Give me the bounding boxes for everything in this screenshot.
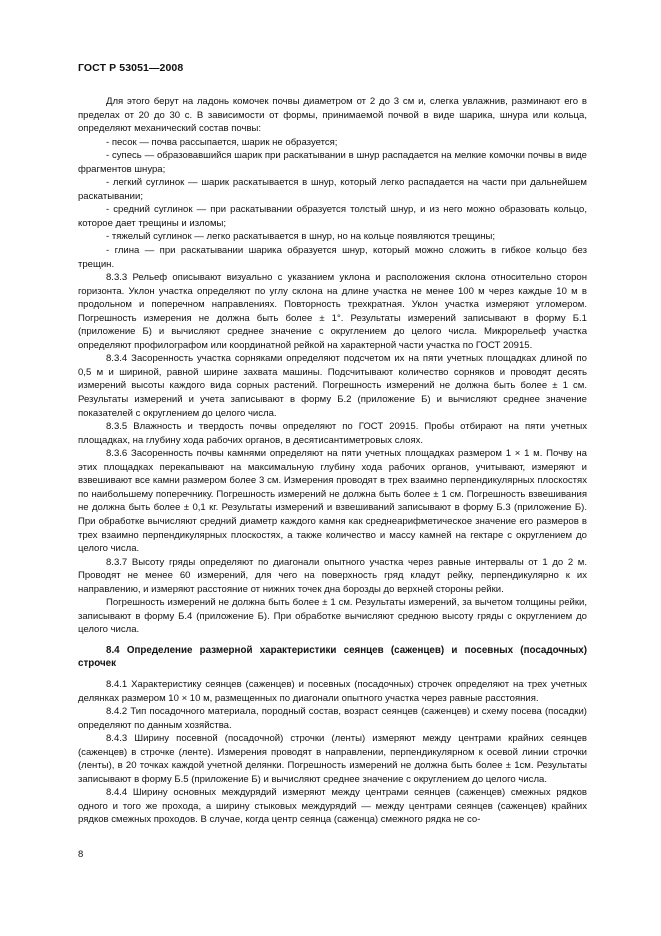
paragraph-8-4-4: 8.4.4 Ширину основных междурядий измеряют между центрами сеянцев (саженцев) смежных рядков одного и того же прохода, а ширину стыковых междурядий — между центрами сеянцев (саженцев) крайних рядков смежных проходов. В случае, когда центр сеянца (саженца) смежного рядка не со-	[78, 787, 587, 826]
paragraph-8-3-7-cont: Погрешность измерений не должна быть более ± 1 см. Результаты измерений, за вычетом толщины рейки, записывают в форму Б.4 (приложение Б). При обработке вычисляют среднюю высоту гряды с округлением до целого числа.	[78, 597, 587, 636]
paragraph-8-3-3: 8.3.3 Рельеф описывают визуально с указанием уклона и расположения склона относительно сторон горизонта. Уклон участка определяют по углу склона на длине участка не менее 100 м через каждые 10 м в продольном и поперечном направлениях. Повторность трехкратная. Уклон участка измеряют угломером. Погрешность измерения не должна быть более ± 1°. Результаты измерений записывают в форму Б.1 (приложение Б) и вычисляют среднее значение с округлением до целого числа. Микрорельеф участка определяют профилографом или координатной рейкой на характерной части участка по ГОСТ 20915.	[78, 272, 587, 351]
list-item-light-loam: - легкий суглинок — шарик раскатывается в шнур, который легко распадается на части при дальнейшем раскатывании;	[78, 177, 587, 202]
page-number: 8	[78, 849, 84, 860]
paragraph-8-3-6: 8.3.6 Засоренность почвы камнями определяют на пяти учетных площадках размером 1 × 1 м. Почву на этих площадках перекапывают на максимальную глубину хода рабочих органов, учитывают, измеряют и взвешивают все камни размером более 3 см. Измерения проводят в трех взаимно перпендикулярных плоскостях по наибольшему поперечнику. Погрешность измерений не должна быть более ± 1 см. Погрешность взвешивания не должна быть более ± 0,1 кг. Результаты измерений и взвешиваний записывают в форму Б.3 (приложение Б). При обработке вычисляют средний диаметр каждого камня как среднеарифметическое значение его размеров в трех взаимно перпендикулярных плоскостях, а также количество и массу камней на гектаре с округлением до целого числа.	[78, 448, 587, 555]
paragraph-intro: Для этого берут на ладонь комочек почвы диаметром от 2 до 3 см и, слегка увлажнив, разминают его в пределах от 20 до 30 с. В зависимости от формы, принимаемой почвой в виде шарика, шнура или кольца, определяют механический состав почвы:	[78, 96, 587, 135]
list-item-heavy-loam: - тяжелый суглинок — легко раскатывается в шнур, но на кольце появляются трещины;	[106, 231, 496, 243]
document-header: ГОСТ Р 53051—2008	[78, 62, 184, 74]
paragraph-8-4-2: 8.4.2 Тип посадочного материала, породный состав, возраст сеянцев (саженцев) и схему посева (посадки) определяют по данным хозяйства.	[78, 706, 587, 731]
paragraph-8-4-3: 8.4.3 Ширину посевной (посадочной) строчки (ленты) измеряют между центрами крайних сеянцев (саженцев) в строчке (ленте). Измерения проводят в направлении, перпендикулярном к осевой линии строчки (ленты), в 20 точках каждой учетной делянки. Погрешность измерений не должна быть более ± 1см. Результаты записывают в форму Б.5 (приложение Б) и вычисляют среднее значение с округлением до целого числа.	[78, 733, 587, 785]
paragraph-8-3-7: 8.3.7 Высоту гряды определяют по диагонали опытного участка через равные интервалы от 1 до 2 м. Проводят не менее 60 измерений, для чего на поверхность гряд кладут рейку, перпендикулярно к их направлению, и измеряют расстояние от нижних точек дна борозды до верхней стороны рейки.	[78, 556, 587, 595]
paragraph-8-4-1: 8.4.1 Характеристику сеянцев (саженцев) и посевных (посадочных) строчек определяют на трех учетных делянках размером 10 × 10 м, размещенных по диагонали опытного участка через равные расстояния.	[78, 678, 587, 704]
paragraph-8-3-4: 8.3.4 Засоренность участка сорняками определяют подсчетом их на пяти учетных площадках длиной по 0,5 м и шириной, равной ширине захвата машины. Подсчитывают количество сорняков и проводят десять измерений высоты каждого вида сорных растений. Погрешность измерений не должна быть более ± 1 см. Результаты измерений и учета записывают в форму Б.2 (приложение Б) и вычисляют среднее значение показателей с округлением до целого числа.	[78, 353, 587, 419]
list-item-sand: - песок — почва рассыпается, шарик не образуется;	[106, 136, 338, 148]
section-gap	[78, 671, 587, 678]
section-title-8-4: 8.4 Определение размерной характеристики сеянцев (саженцев) и посевных (посадочных) строчек	[78, 644, 587, 670]
section-gap	[78, 637, 587, 644]
list-item-medium-loam: - средний суглинок — при раскатывании образуется толстый шнур, и из него можно образовать кольцо, которое дает трещины и изломы;	[78, 204, 587, 229]
page-body	[78, 95, 587, 827]
paragraph-8-3-5: 8.3.5 Влажность и твердость почвы определяют по ГОСТ 20915. Пробы отбирают на пяти учетных площадках, на глубину хода рабочих органов, в десятисантиметровых слоях.	[78, 421, 587, 446]
list-item-clay: - глина — при раскатывании шарика образуется шнур, который можно сложить в гибкое кольцо без трещин.	[78, 245, 587, 270]
list-item-sandy-loam: - супесь — образовавшийся шарик при раскатывании в шнур распадается на мелкие комочки почвы в виде фрагментов шнура;	[78, 150, 587, 175]
